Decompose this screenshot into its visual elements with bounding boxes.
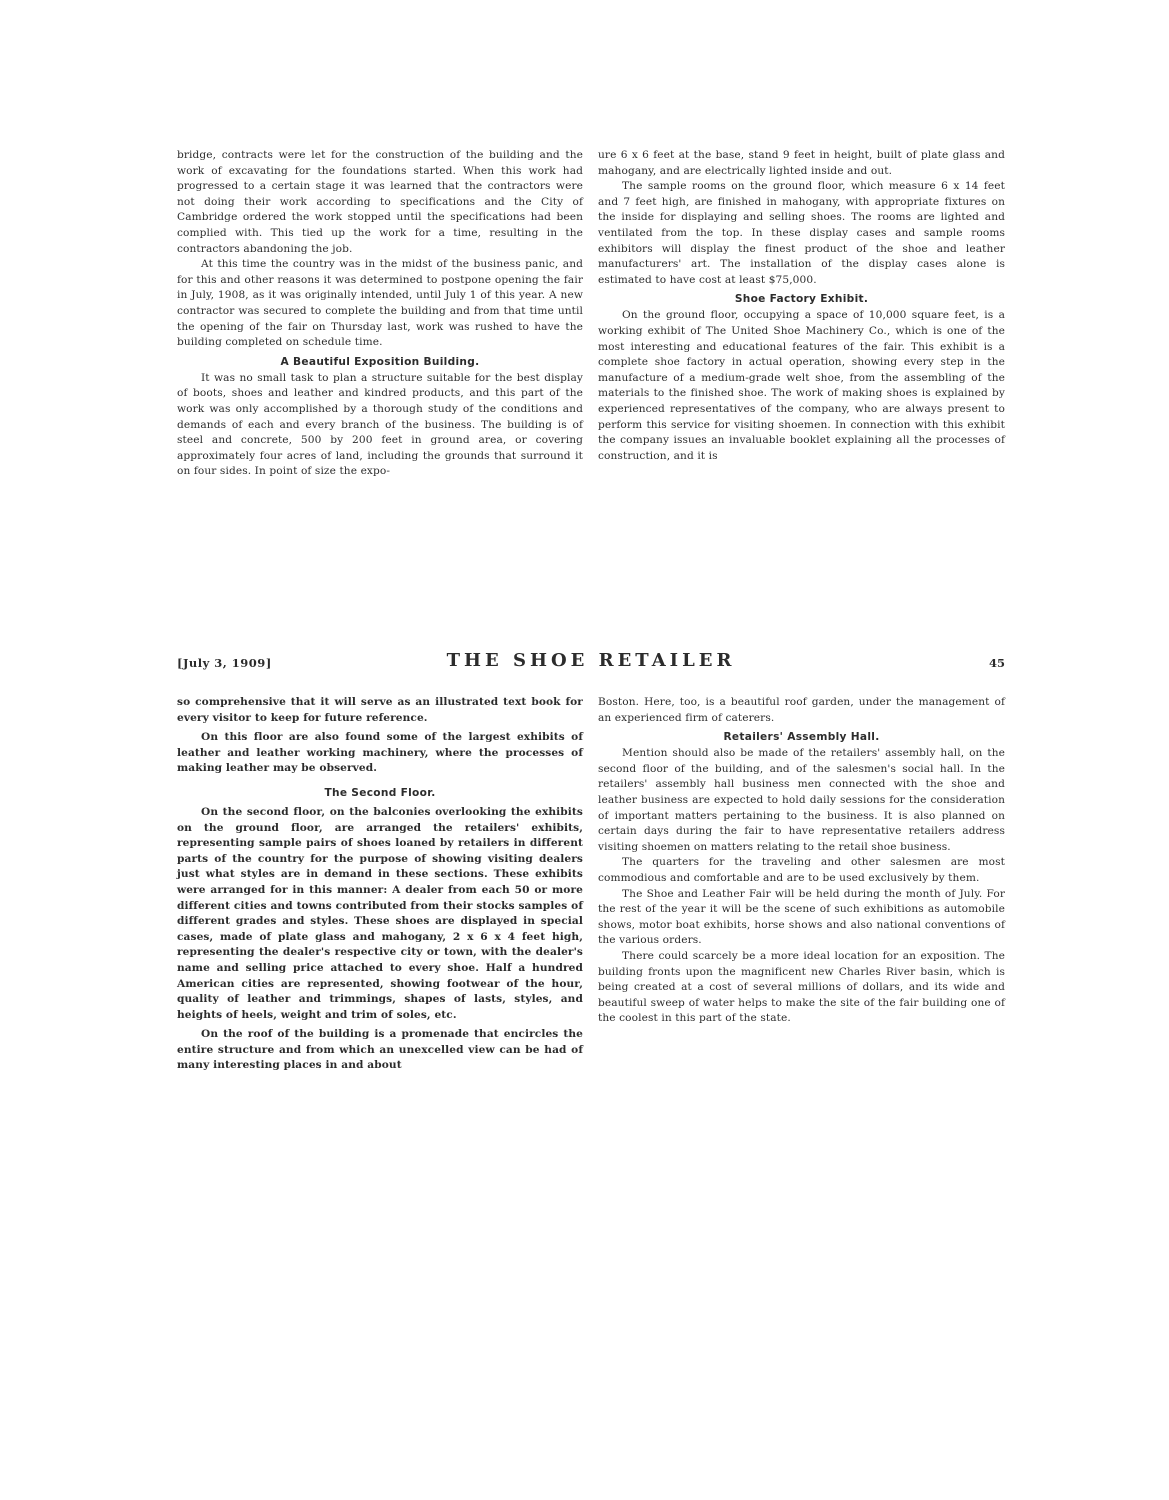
section-heading: A Beautiful Exposition Building. xyxy=(280,355,480,368)
paragraph: At this time the country was in the midst of the business panic, and for this and other reasons it was determined to postpone opening the fair in July, 1908, as it was originally intended, until July 1 of this year. A new contractor was secured to complete the building and from that time until the opening of the fair on Thursday last, work was rushed to have the building completed on schedule time. xyxy=(177,258,583,349)
paragraph: Mention should also be made of the retailers' assembly hall, on the second floor of the building, and of the salesmen's social hall. In the retailers' assembly hall business men connected with the shoe and leather business are expected to hold daily sessions for the consideration of important matters pertaining to the business. It is also planned on certain days during the fair to have representative retailers address visiting shoemen on matters relating to the retail shoe business. xyxy=(598,747,1005,853)
upper-right-column xyxy=(598,148,1005,464)
paragraph: bridge, contracts were let for the construction of the building and the work of excavating for the foundations started. When this work had progressed to a certain stage it was learned that the contractors were not doing their work according to specifications and the City of Cambridge ordered the work stopped until the specifications had been complied with. This tied up the work for a time, resulting in the contractors abandoning the job. xyxy=(177,149,583,255)
publication-title: THE SHOE RETAILER xyxy=(446,650,736,671)
paragraph: On the second floor, on the balconies overlooking the exhibits on the ground floor, are arranged the retailers' exhibits, representing sample pairs of shoes loaned by retailers in different parts of the country for the purpose of showing visiting dealers just what styles are in demand in these sections. These exhibits were arranged for in this manner: A dealer from each 50 or more different cities and towns contributed from their stocks samples of different grades and styles. These shoes are displayed in special cases, made of plate glass and mahogany, 2 x 6 x 4 feet high, representing the dealer's respective city or town, with the dealer's name and selling price attached to every shoe. Half a hundred American cities are represented, showing footwear of the hour, quality of leather and trimmings, shapes of lasts, styles, and heights of heels, weight and trim of soles, etc. xyxy=(177,805,583,1021)
paragraph: The Shoe and Leather Fair will be held during the month of July. For the rest of the year it will be the scene of such exhibitions as automobile shows, motor boat exhibits, horse shows and also national conventions of the various orders. xyxy=(598,887,1005,947)
page-number: 45 xyxy=(988,656,1005,670)
paragraph: ure 6 x 6 feet at the base, stand 9 feet in height, built of plate glass and mahogany, and are electrically lighted inside and out. xyxy=(598,149,1005,177)
paragraph: There could scarcely be a more ideal location for an exposition. The building fronts upon the magnificent new Charles River basin, which is being created at a cost of several millions of dollars, and its wide and beautiful sweep of water helps to make the site of the fair building one of the coolest in this part of the state. xyxy=(598,949,1005,1025)
paragraph: It was no small task to plan a structure suitable for the best display of boots, shoes and leather and kindred products, and this part of the work was only accomplished by a thorough study of the conditions and demands of each and every branch of the business. The building is of steel and concrete, 500 by 200 feet in ground area, or covering approximately four acres of land, including the grounds that surround it on four sides. In point of size the expo- xyxy=(177,371,583,478)
paragraph: Boston. Here, too, is a beautiful roof garden, under the management of an experienced firm of caterers. xyxy=(598,696,1005,724)
lower-right-column xyxy=(598,695,1005,1027)
section-heading: Retailers' Assembly Hall. xyxy=(723,731,880,744)
paragraph: so comprehensive that it will serve as an illustrated text book for every visitor to keep for future reference. xyxy=(177,696,583,724)
lower-left-column xyxy=(177,695,583,1078)
paragraph: The sample rooms on the ground floor, which measure 6 x 14 feet and 7 feet high, are finished in mahogany, with appropriate fixtures on the inside for displaying and selling shoes. The rooms are lighted and ventilated from the top. In these display cases and sample rooms exhibitors will display the finest product of the shoe and leather manufacturers' art. The installation of the display cases alone is estimated to have cost at least $75,000. xyxy=(598,180,1005,286)
paragraph: The quarters for the traveling and other salesmen are most commodious and comfortable and are to be used exclusively by them. xyxy=(598,856,1005,884)
upper-left-column xyxy=(177,148,583,480)
paragraph: On the ground floor, occupying a space of 10,000 square feet, is a working exhibit of The United Shoe Machinery Co., which is one of the most interesting and educational features of the fair. This exhibit is a complete shoe factory in actual operation, showing every step in the manufacture of a medium-grade welt shoe, from the assembling of the materials to the finished shoe. The work of making shoes is explained by experienced representatives of the company, who are always present to perform this service for visiting shoemen. In connection with this exhibit the company issues an invaluable booklet explaining all the processes of construction, and it is xyxy=(598,309,1005,462)
issue-date: [July 3, 1909] xyxy=(177,656,272,670)
paragraph: On this floor are also found some of the largest exhibits of leather and leather working machinery, where the processes of making leather may be observed. xyxy=(177,731,583,775)
section-heading: The Second Floor. xyxy=(324,786,436,799)
section-heading: Shoe Factory Exhibit. xyxy=(734,293,869,306)
running-header xyxy=(177,650,1005,680)
paragraph: On the roof of the building is a promenade that encircles the entire structure and from which an unexcelled view can be had of many interesting places in and about xyxy=(177,1028,583,1072)
